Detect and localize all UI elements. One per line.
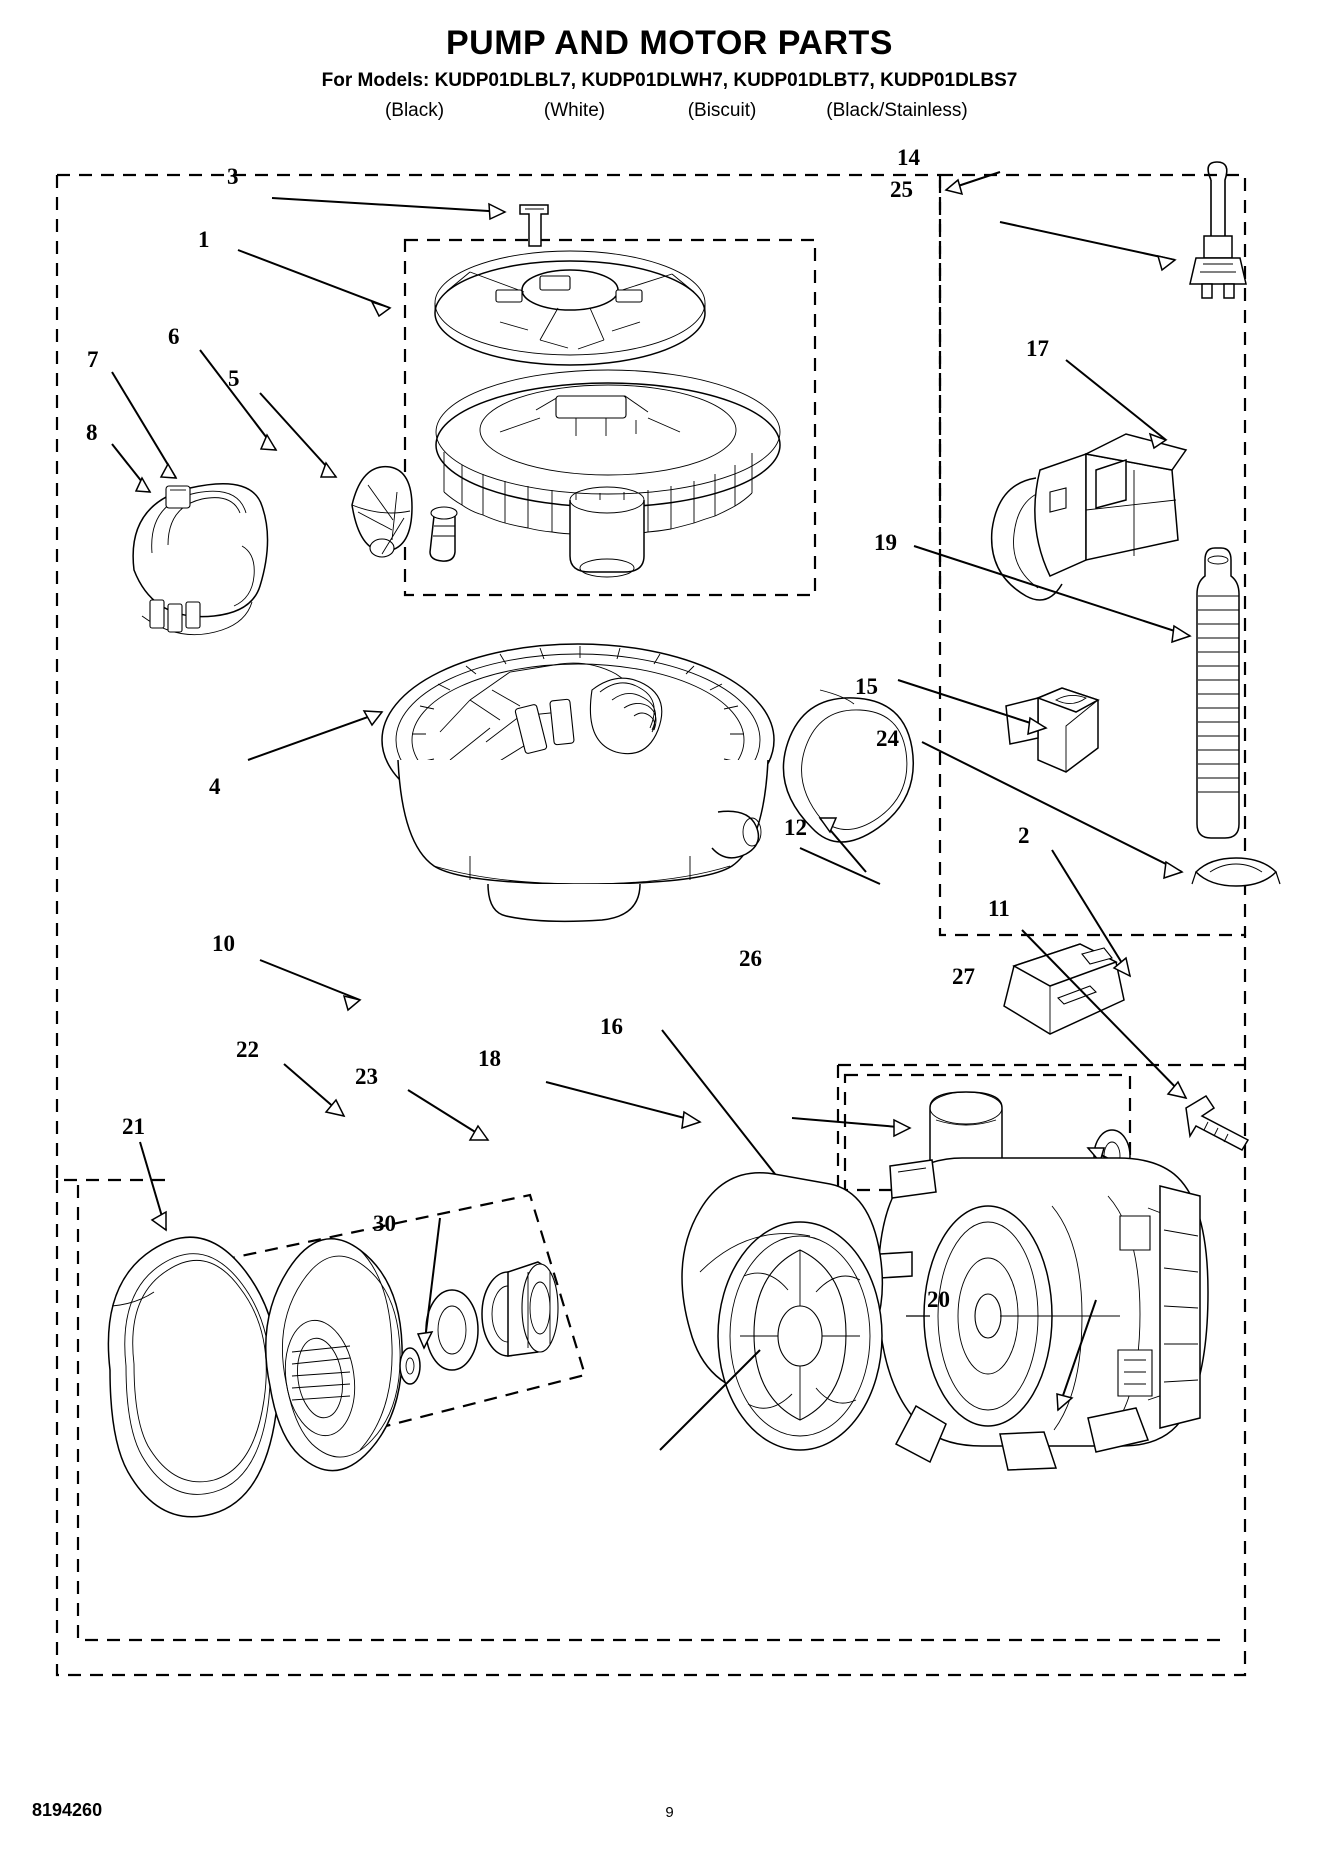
part-upper-hub-1: [435, 251, 705, 365]
finish-black-stainless: (Black/Stainless): [826, 100, 968, 121]
callout-15: 15: [855, 674, 878, 699]
callout-19: 19: [874, 530, 897, 555]
part-cover-bracket-2: [1004, 944, 1124, 1034]
arrowhead-23: [470, 1126, 488, 1140]
callout-22: 22: [236, 1037, 259, 1062]
callout-2: 2: [1018, 823, 1030, 848]
callout-20: 20: [927, 1287, 950, 1312]
callout-7: 7: [87, 347, 99, 372]
arrowhead-6: [261, 435, 276, 450]
footer-page-number: 9: [665, 1804, 674, 1821]
leader-26: [792, 1118, 910, 1128]
arrowhead-11: [1168, 1082, 1186, 1098]
part-washer-30: [400, 1348, 420, 1384]
part-seal-bearing-22: [266, 1239, 402, 1471]
part-filter-assembly: [436, 370, 780, 577]
callout-21: 21: [122, 1114, 145, 1139]
callout-8: 8: [86, 420, 98, 445]
callout-4: 4: [209, 774, 221, 799]
arrowhead-18: [682, 1112, 700, 1128]
leader-10: [260, 960, 360, 1000]
callout-6: 6: [168, 324, 180, 349]
arrowhead-14: [946, 180, 962, 194]
leader-25: [1000, 222, 1175, 260]
callout-3: 3: [227, 164, 239, 189]
leader-12b: [800, 848, 880, 884]
part-feed-tube-19: [1197, 548, 1239, 838]
models-line: For Models: KUDP01DLBL7, KUDP01DLWH7, KUDP01DLBT7, KUDP01DLBS7: [321, 70, 1018, 91]
leader-6: [200, 350, 276, 450]
arrowhead-5: [321, 463, 336, 477]
part-chopper-blade-5: [352, 467, 412, 557]
arrowhead-21: [152, 1212, 166, 1230]
part-drain-pump-17: [992, 434, 1186, 600]
part-sump-4: [382, 644, 774, 921]
finish-black: (Black): [384, 100, 445, 121]
part-clip-24: [1192, 858, 1280, 886]
arrowhead-26: [894, 1120, 910, 1136]
callout-24: 24: [876, 726, 899, 751]
arrowhead-3: [489, 204, 505, 219]
callout-27: 27: [952, 964, 975, 989]
callout-25: 25: [890, 177, 913, 202]
arrowhead-8: [136, 478, 150, 492]
part-pump-cover-8: [133, 484, 267, 635]
leader-4: [248, 712, 382, 760]
leader-7: [112, 372, 176, 478]
callout-1: 1: [198, 227, 210, 252]
leader-3: [272, 198, 505, 212]
callout-10: 10: [212, 931, 235, 956]
leader-1: [238, 250, 390, 308]
part-power-cord-14: [1190, 162, 1246, 298]
callout-26: 26: [739, 946, 762, 971]
page-title: PUMP AND MOTOR PARTS: [446, 24, 893, 62]
leader-18: [546, 1082, 700, 1122]
part-clamp-15: [1006, 688, 1098, 772]
callout-5: 5: [228, 366, 240, 391]
leader-5: [260, 393, 336, 477]
arrowhead-19: [1172, 626, 1190, 642]
finish-white: (White): [543, 100, 606, 121]
part-shaft-seal-23: [426, 1262, 558, 1370]
arrowhead-25: [1158, 256, 1175, 270]
part-seal-plug-6: [430, 507, 457, 561]
callout-17: 17: [1026, 336, 1049, 361]
callout-11: 11: [988, 896, 1010, 921]
footer-part-number: 8194260: [32, 1800, 103, 1820]
callout-30: 30: [373, 1211, 396, 1236]
part-motor-20: [878, 1158, 1208, 1470]
callout-14: 14: [897, 145, 920, 170]
part-seal-ring-21: [108, 1237, 278, 1517]
arrowhead-7: [161, 464, 176, 478]
part-screw-11: [1186, 1096, 1248, 1150]
arrowhead-24: [1164, 862, 1182, 878]
part-impeller-18: [682, 1173, 882, 1450]
callout-12: 12: [784, 815, 807, 840]
callout-23: 23: [355, 1064, 378, 1089]
callout-18: 18: [478, 1046, 501, 1071]
finish-biscuit: (Biscuit): [687, 100, 757, 121]
leader-17: [1066, 360, 1166, 440]
callout-16: 16: [600, 1014, 623, 1039]
